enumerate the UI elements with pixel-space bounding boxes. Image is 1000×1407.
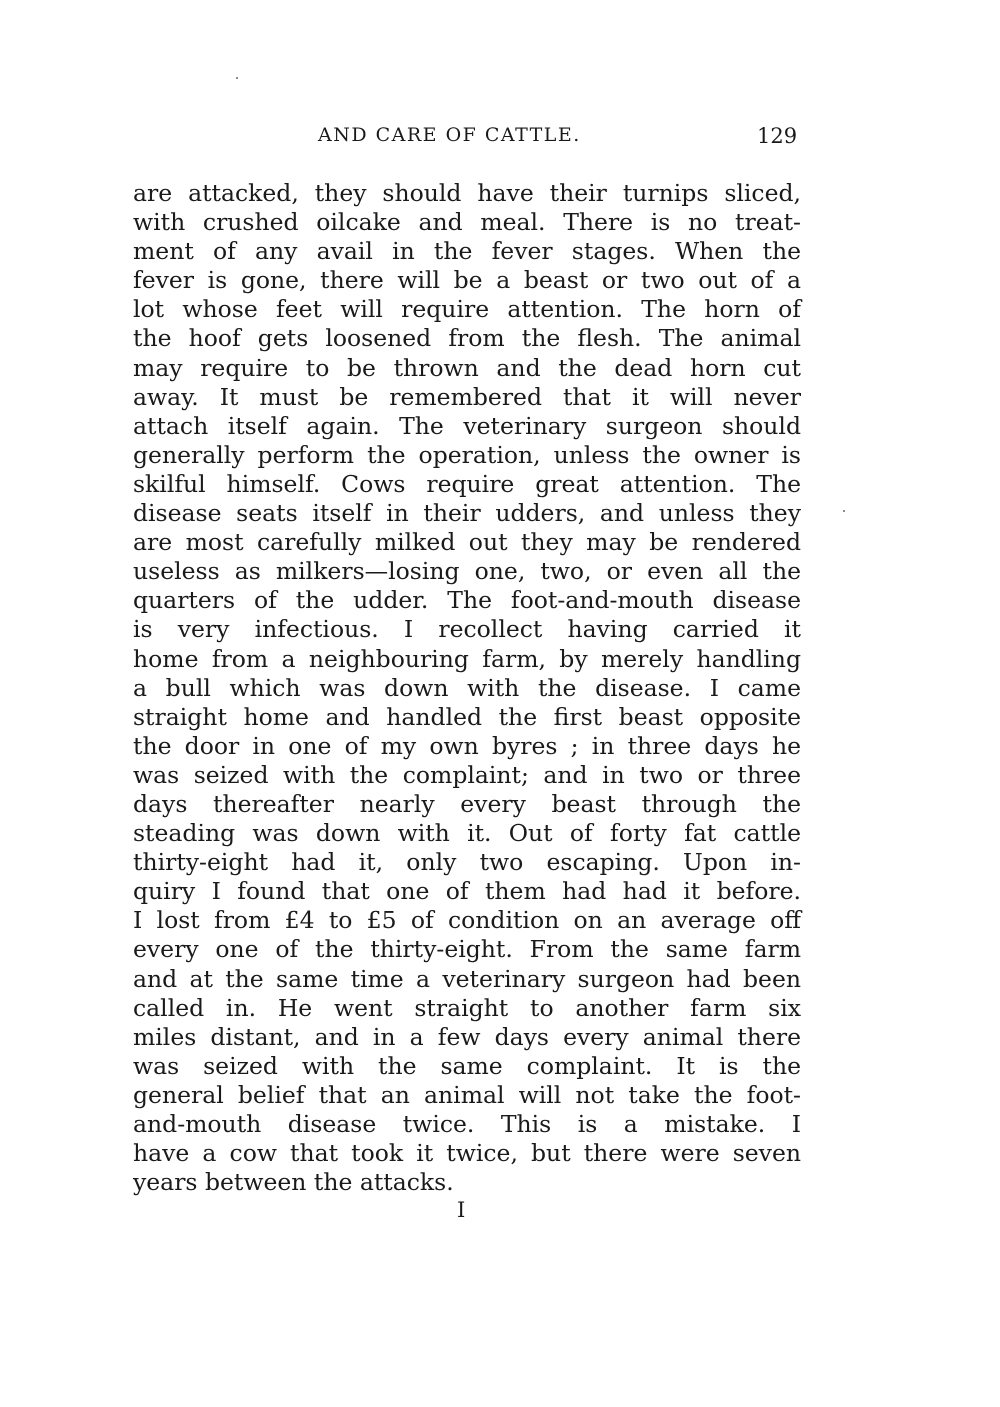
text-line: and at the same time a veterinary surgeon had been	[133, 964, 801, 993]
text-line: quarters of the udder. The foot-and-mouth disease	[133, 586, 801, 615]
text-line: generally perform the operation, unless the owner is	[133, 440, 801, 469]
text-line: quiry I found that one of them had had it before.	[133, 877, 801, 906]
text-line: away. It must be remembered that it will never	[133, 382, 801, 411]
text-line-last: years between the attacks.	[133, 1168, 454, 1197]
text-line: fever is gone, there will be a beast or two out of a	[133, 266, 801, 295]
text-line: lot whose feet will require attention. The horn of	[133, 295, 801, 324]
text-line: attach itself again. The veterinary surgeon should	[133, 411, 801, 440]
text-line: ment of any avail in the fever stages. When the	[133, 237, 801, 266]
text-line: days thereafter nearly every beast through the	[133, 789, 801, 818]
text-line: disease seats itself in their udders, and unless they	[133, 499, 801, 528]
text-line: the door in one of my own byres ; in three days he	[133, 731, 801, 760]
text-line: miles distant, and in a few days every animal there	[133, 1022, 801, 1051]
text-line: thirty-eight had it, only two escaping. Upon in-	[133, 848, 801, 877]
text-line: is very infectious. I recollect having carried it	[133, 615, 801, 644]
text-line: with crushed oilcake and meal. There is no treat-	[133, 208, 801, 237]
text-line: may require to be thrown and the dead horn cut	[133, 353, 801, 382]
running-title: AND CARE OF CATTLE.	[318, 124, 581, 146]
text-line: general belief that an animal will not take the foot-	[133, 1080, 801, 1109]
text-line: I lost from £4 to £5 of condition on an average off	[133, 906, 801, 935]
text-line: skilful himself. Cows require great attention. The	[133, 469, 801, 498]
text-line: a bull which was down with the disease. I came	[133, 673, 801, 702]
body-text	[133, 179, 801, 1197]
text-line: straight home and handled the first beast opposite	[133, 702, 801, 731]
text-line: have a cow that took it twice, but there were seven	[133, 1139, 801, 1168]
text-line: home from a neighbouring farm, by merely handling	[133, 644, 801, 673]
text-line: and-mouth disease twice. This is a mistake. I	[133, 1110, 801, 1138]
text-line: are attacked, they should have their turnips sliced,	[133, 179, 801, 207]
text-line: are most carefully milked out they may be rendered	[133, 528, 801, 557]
paper-speck	[843, 510, 845, 512]
text-line: steading was down with it. Out of forty fat cattle	[133, 819, 801, 848]
text-line: every one of the thirty-eight. From the same farm	[133, 935, 801, 964]
text-line: the hoof gets loosened from the flesh. The animal	[133, 324, 801, 353]
text-line: useless as milkers—losing one, two, or even all the	[133, 557, 801, 586]
text-line: called in. He went straight to another farm six	[133, 993, 801, 1022]
text-line: was seized with the complaint; and in two or three	[133, 760, 801, 789]
paper-speck	[236, 77, 238, 79]
page-number: 129	[757, 124, 798, 148]
text-line: was seized with the same complaint. It is the	[133, 1051, 801, 1080]
signature-mark: I	[457, 1198, 466, 1222]
